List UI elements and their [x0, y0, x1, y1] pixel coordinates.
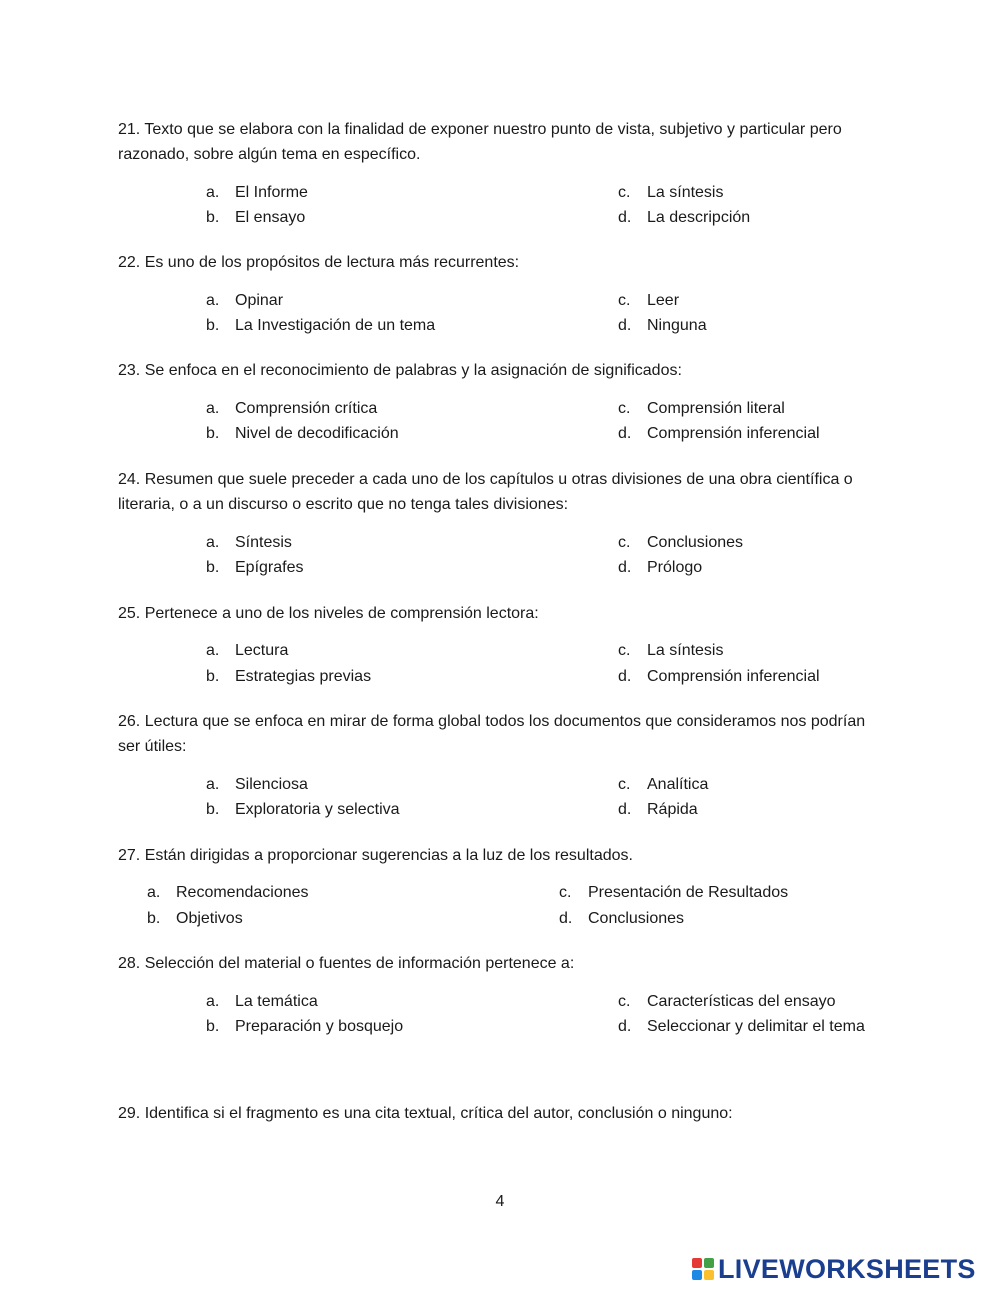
option-letter: b.: [206, 668, 220, 685]
option-letter: c.: [618, 776, 631, 793]
option-label: Analítica: [647, 776, 709, 793]
option-23-a[interactable]: [206, 400, 377, 418]
option-letter: b.: [147, 910, 161, 927]
option-letter: b.: [206, 801, 220, 818]
option-letter: b.: [206, 317, 220, 334]
option-label: Recomendaciones: [176, 884, 309, 901]
option-25-b[interactable]: [206, 668, 371, 686]
option-27-b[interactable]: [147, 910, 243, 928]
option-21-a[interactable]: [206, 184, 308, 202]
option-letter: c.: [618, 400, 631, 417]
option-label: Silenciosa: [235, 776, 308, 793]
question-25: 25. Pertenece a uno de los niveles de comprensión lectora:: [118, 605, 539, 622]
option-22-a[interactable]: [206, 292, 283, 310]
option-label: Comprensión crítica: [235, 400, 378, 417]
option-label: Exploratoria y selectiva: [235, 801, 400, 818]
option-21-b[interactable]: [206, 209, 305, 227]
option-label: Comprensión inferencial: [647, 668, 820, 685]
logo-square: [704, 1270, 714, 1280]
option-letter: d.: [618, 425, 632, 442]
option-letter: a.: [206, 776, 220, 793]
option-letter: d.: [618, 559, 632, 576]
option-27-d[interactable]: [559, 910, 684, 928]
option-22-b[interactable]: [206, 317, 435, 335]
option-22-c[interactable]: [618, 292, 679, 310]
option-letter: c.: [618, 292, 631, 309]
option-letter: c.: [618, 993, 631, 1010]
option-27-c[interactable]: [559, 884, 788, 902]
logo-square: [704, 1258, 714, 1268]
option-label: La temática: [235, 993, 318, 1010]
option-letter: d.: [618, 801, 632, 818]
option-letter: a.: [206, 292, 220, 309]
option-letter: a.: [206, 534, 220, 551]
option-27-a[interactable]: [147, 884, 309, 902]
liveworksheets-logo-icon: [692, 1258, 714, 1280]
option-26-d[interactable]: [618, 801, 698, 819]
logo-square: [692, 1270, 702, 1280]
option-letter: b.: [206, 559, 220, 576]
option-23-b[interactable]: [206, 425, 399, 443]
option-label: Seleccionar y delimitar el tema: [647, 1018, 865, 1035]
option-label: El Informe: [235, 184, 308, 201]
option-label: Epígrafes: [235, 559, 304, 576]
option-letter: d.: [618, 317, 632, 334]
option-label: Conclusiones: [588, 910, 685, 927]
option-letter: a.: [206, 642, 220, 659]
option-28-c[interactable]: [618, 993, 836, 1011]
option-letter: d.: [618, 668, 632, 685]
option-letter: b.: [206, 209, 220, 226]
option-23-d[interactable]: [618, 425, 820, 443]
question-28: 28. Selección del material o fuentes de información pertenece a:: [118, 955, 575, 972]
option-label: Comprensión inferencial: [647, 425, 820, 442]
option-28-b[interactable]: [206, 1018, 403, 1036]
question-27: 27. Están dirigidas a proporcionar sugerencias a la luz de los resultados.: [118, 847, 633, 864]
option-24-d[interactable]: [618, 559, 702, 577]
liveworksheets-logo-text: LIVEWORKSHEETS: [718, 1253, 976, 1284]
option-label: Comprensión literal: [647, 400, 785, 417]
option-label: Lectura: [235, 642, 289, 659]
question-22: 22. Es uno de los propósitos de lectura más recurrentes:: [118, 254, 520, 271]
option-label: La síntesis: [647, 642, 724, 659]
option-label: Rápida: [647, 801, 698, 818]
question-24: 24. Resumen que suele preceder a cada uno de los capítulos u otras divisiones de una obra científica o literaria, o a un discurso o escrito que no tenga tales divisiones:: [118, 471, 853, 513]
option-label: La síntesis: [647, 184, 724, 201]
option-26-a[interactable]: [206, 776, 308, 794]
liveworksheets-logo[interactable]: [692, 1253, 976, 1285]
option-label: Características del ensayo: [647, 993, 836, 1010]
logo-square: [692, 1258, 702, 1268]
option-label: Prólogo: [647, 559, 703, 576]
option-letter: a.: [147, 884, 161, 901]
option-letter: a.: [206, 184, 220, 201]
option-25-c[interactable]: [618, 642, 723, 660]
option-letter: c.: [559, 884, 572, 901]
question-26: 26. Lectura que se enfoca en mirar de forma global todos los documentos que consideramos nos podrían ser útiles:: [118, 713, 866, 755]
option-21-c[interactable]: [618, 184, 723, 202]
question-23: 23. Se enfoca en el reconocimiento de palabras y la asignación de significados:: [118, 362, 682, 379]
question-21: 21. Texto que se elabora con la finalidad de exponer nuestro punto de vista, subjetivo y particular pero razonado, sobre algún tema en específico.: [118, 121, 842, 163]
option-label: Síntesis: [235, 534, 292, 551]
option-label: El ensayo: [235, 209, 306, 226]
option-label: Conclusiones: [647, 534, 744, 551]
option-letter: d.: [618, 1018, 632, 1035]
option-letter: c.: [618, 642, 631, 659]
option-24-b[interactable]: [206, 559, 303, 577]
page-number: 4: [495, 1193, 505, 1210]
option-letter: a.: [206, 400, 220, 417]
option-25-d[interactable]: [618, 668, 820, 686]
option-26-b[interactable]: [206, 801, 400, 819]
option-28-a[interactable]: [206, 993, 318, 1011]
option-25-a[interactable]: [206, 642, 288, 660]
option-label: Objetivos: [176, 910, 243, 927]
option-21-d[interactable]: [618, 209, 750, 227]
option-label: Presentación de Resultados: [588, 884, 789, 901]
option-22-d[interactable]: [618, 317, 707, 335]
option-24-c[interactable]: [618, 534, 743, 552]
option-letter: d.: [559, 910, 573, 927]
option-label: La Investigación de un tema: [235, 317, 436, 334]
option-letter: a.: [206, 993, 220, 1010]
option-28-d[interactable]: [618, 1018, 865, 1036]
option-label: Leer: [647, 292, 680, 309]
option-label: Opinar: [235, 292, 284, 309]
option-letter: d.: [618, 209, 632, 226]
option-label: Ninguna: [647, 317, 707, 334]
option-24-a[interactable]: [206, 534, 292, 552]
question-29: 29. Identifica si el fragmento es una cita textual, crítica del autor, conclusión o ninguno:: [118, 1105, 733, 1122]
option-letter: b.: [206, 425, 220, 442]
option-label: Estrategias previas: [235, 668, 372, 685]
option-letter: b.: [206, 1018, 220, 1035]
option-26-c[interactable]: [618, 776, 708, 794]
option-letter: c.: [618, 184, 631, 201]
option-label: La descripción: [647, 209, 751, 226]
option-label: Nivel de decodificación: [235, 425, 399, 442]
option-label: Preparación y bosquejo: [235, 1018, 404, 1035]
option-23-c[interactable]: [618, 400, 785, 418]
option-letter: c.: [618, 534, 631, 551]
